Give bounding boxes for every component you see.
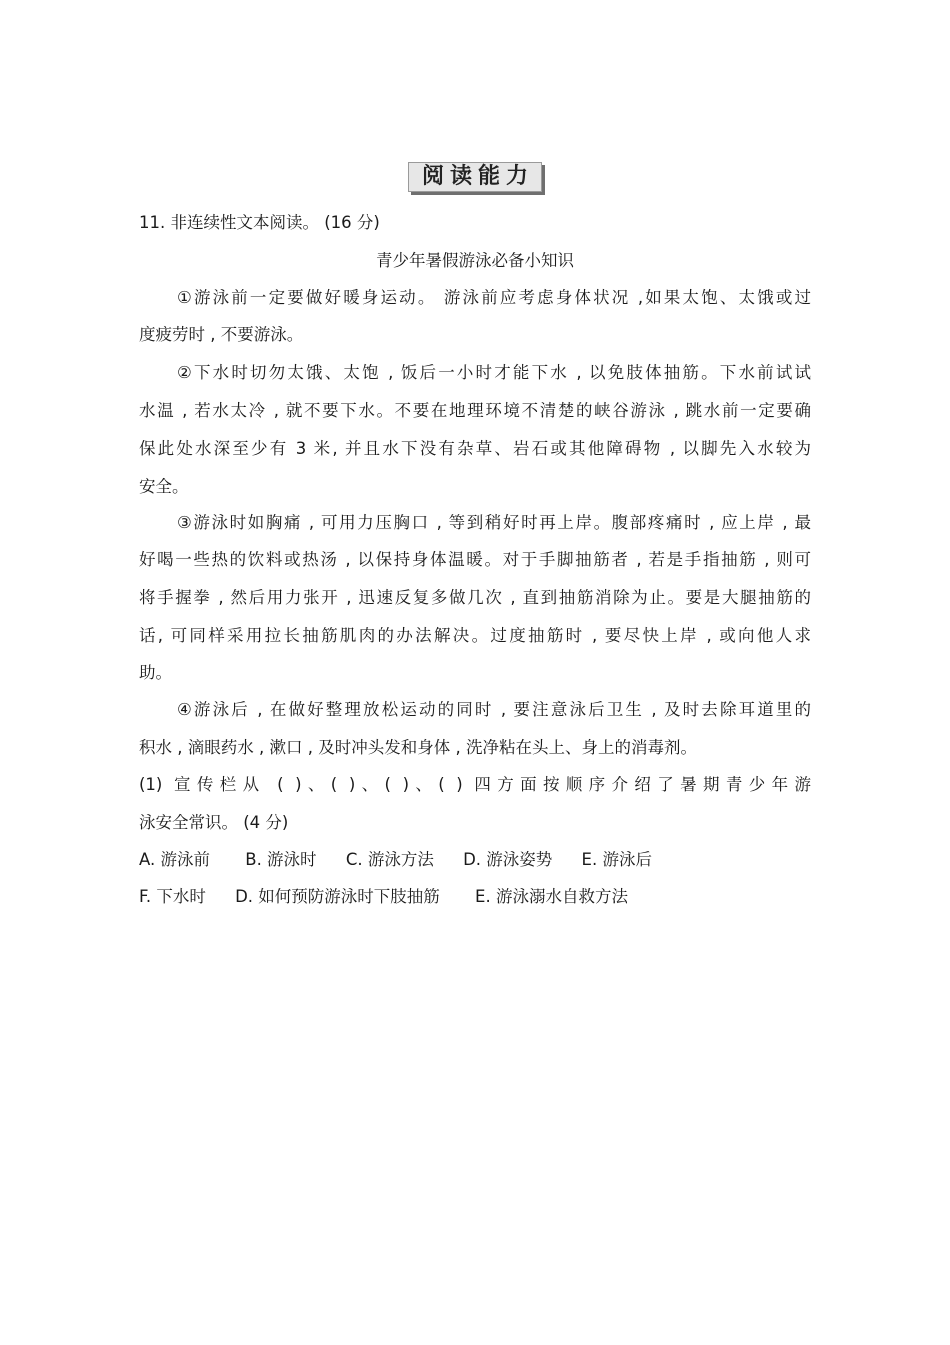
paragraph-line: 积水 , 滴眼药水 , 漱口 , 及时冲头发和身体 , 洗净粘在头上、身上的消毒剂。 <box>139 738 697 757</box>
option-b: B. 游泳时 <box>245 850 317 869</box>
option-d: D. 游泳姿势 <box>463 850 553 869</box>
paragraph-line: ④游泳后 , 在做好整理放松运动的同时 , 要注意泳后卫生 , 及时去除耳道里的 <box>177 700 811 719</box>
paragraph-line: 助。 <box>139 663 172 682</box>
subquestion-1-line: (1) 宣传栏从 ( )、( )、( )、( ) 四方面按顺序介绍了暑期青少年游 <box>139 775 811 794</box>
paragraph-line: 安全。 <box>139 477 189 496</box>
option-a: A. 游泳前 <box>139 850 210 869</box>
article-title: 青少年暑假游泳必备小知识 <box>376 251 574 270</box>
subquestion-1-line: 泳安全常识。 (4 分) <box>139 813 289 832</box>
options-row-2 <box>139 886 811 908</box>
option-c: C. 游泳方法 <box>345 850 434 869</box>
paragraph-line: 水温 , 若水太冷 , 就不要下水。不要在地理环境不清楚的峡谷游泳 , 跳水前一定要确 <box>139 401 811 420</box>
paragraph-line: ①游泳前一定要做好暖身运动。 游泳前应考虑身体状况 ,如果太饱、太饿或过 <box>177 288 811 307</box>
paragraph-line: 好喝一些热的饮料或热汤 , 以保持身体温暖。对于手脚抽筋者 , 若是手指抽筋 , 则可 <box>139 550 811 569</box>
option-f: F. 下水时 <box>139 887 206 906</box>
section-banner: 阅读能力 <box>408 162 542 192</box>
section-banner-wrap <box>0 162 950 192</box>
option-e: E. 游泳后 <box>581 850 652 869</box>
paragraph-line: 将手握拳 , 然后用力张开 , 迅速反复多做几次 , 直到抽筋消除为止。要是大腿抽筋的 <box>139 588 811 607</box>
paragraph-line: 保此处水深至少有 3 米, 并且水下没有杂草、岩石或其他障碍物 , 以脚先入水较为 <box>139 439 811 458</box>
paragraph-line: 话, 可同样采用拉长抽筋肌肉的办法解决。过度抽筋时 , 要尽快上岸 , 或向他人求 <box>139 626 811 645</box>
question-header: 11. 非连续性文本阅读。 (16 分) <box>139 213 380 232</box>
paragraph-line: ③游泳时如胸痛 , 可用力压胸口 , 等到稍好时再上岸。腹部疼痛时 , 应上岸 , 最 <box>177 513 811 532</box>
options-row-1 <box>139 849 811 871</box>
paragraph-line: 度疲劳时 , 不要游泳。 <box>139 325 304 344</box>
option-e2: E. 游泳溺水自救方法 <box>475 887 628 906</box>
paragraph-line: ②下水时切勿太饿、太饱 , 饭后一小时才能下水 , 以免肢体抽筋。下水前试试 <box>177 363 811 382</box>
option-d2: D. 如何预防游泳时下肢抽筋 <box>235 887 440 906</box>
